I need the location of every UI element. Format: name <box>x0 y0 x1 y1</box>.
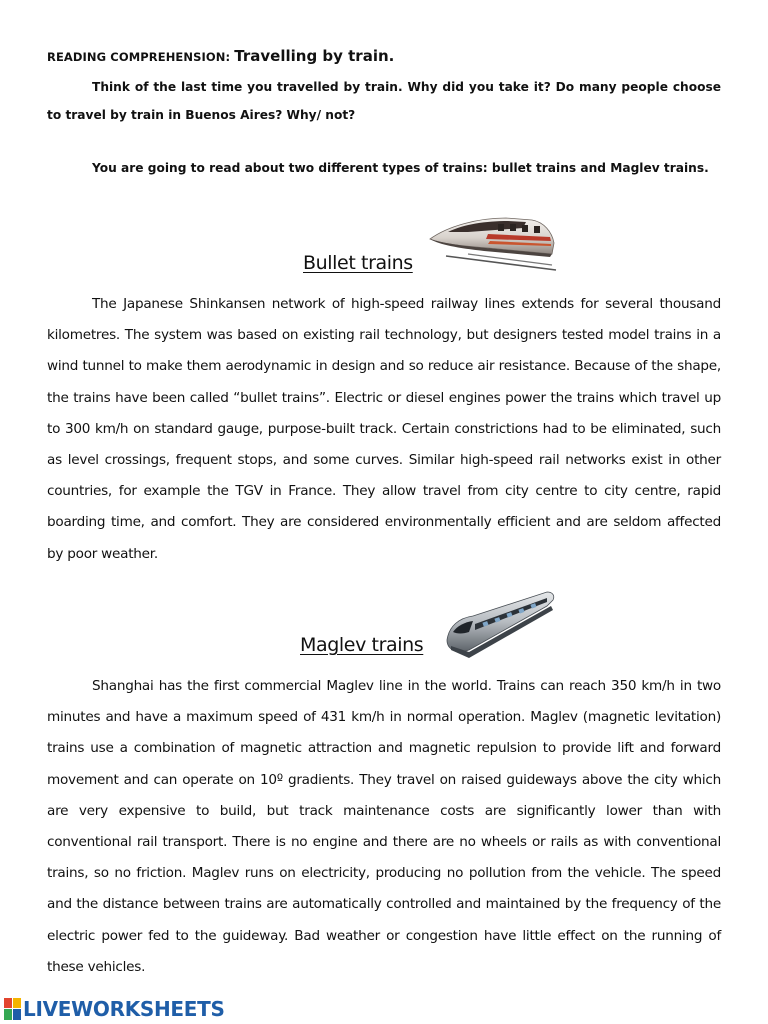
section-title-bullet-trains: Bullet trains <box>303 252 413 274</box>
logo-text: LIVEWORKSHEETS <box>23 997 225 1021</box>
intro-question: Think of the last time you travelled by train. Why did you take it? Do many people choose to travel by train in Buenos Aires? Why/ not? <box>47 80 721 122</box>
section-title-maglev-trains: Maglev trains <box>300 634 424 656</box>
heading-title: Travelling by train. <box>234 47 395 65</box>
intro-lead: You are going to read about two different types of trains: bullet trains and Maglev trains. <box>92 161 709 175</box>
bullet-trains-paragraph: The Japanese Shinkansen network of high-speed railway lines extends for several thousand kilometres. The system was based on existing rail technology, but designers tested model trains in a wind tunnel to make them aerodynamic in design and so reduce air resistance. Because of the shape, the trains have been called “bullet trains”. Electric or diesel engines power the trains which travel up to 300 km/h on standard gauge, purpose-built track. Certain constrictions had to be eliminated, such as level crossings, frequent stops, and some curves. Similar high-speed rail networks exist in other countries, for example the TGV in France. They allow travel from city centre to city centre, rapid boarding time, and comfort. They are considered environmentally efficient and are seldom affected by poor weather. <box>47 296 721 562</box>
heading-prefix: READING COMPREHENSION: <box>47 50 235 64</box>
worksheet-heading <box>47 46 727 65</box>
maglev-train-image <box>443 588 555 664</box>
maglev-trains-paragraph: Shanghai has the first commercial Maglev line in the world. Trains can reach 350 km/h in two minutes and have a maximum speed of 431 km/h in normal operation. Maglev (magnetic levitation) trains use a combination of magnetic attraction and magnetic repulsion to provide lift and forward movement and can operate on 10º gradients. They travel on raised guideways above the city which are very expensive to build, but track maintenance costs are significantly lower than with conventional rail transport. There is no engine and there are no wheels or rails as with conventional trains, so no friction. Maglev runs on electricity, producing no pollution from the vehicle. The speed and the distance between trains are automatically controlled and maintained by the frequency of the electric power fed to the guideway. Bad weather or congestion have little effect on the running of these vehicles. <box>47 678 721 975</box>
liveworksheets-badge-icon <box>4 998 21 1020</box>
bullet-train-image <box>428 210 560 272</box>
liveworksheets-logo[interactable] <box>4 996 225 1022</box>
